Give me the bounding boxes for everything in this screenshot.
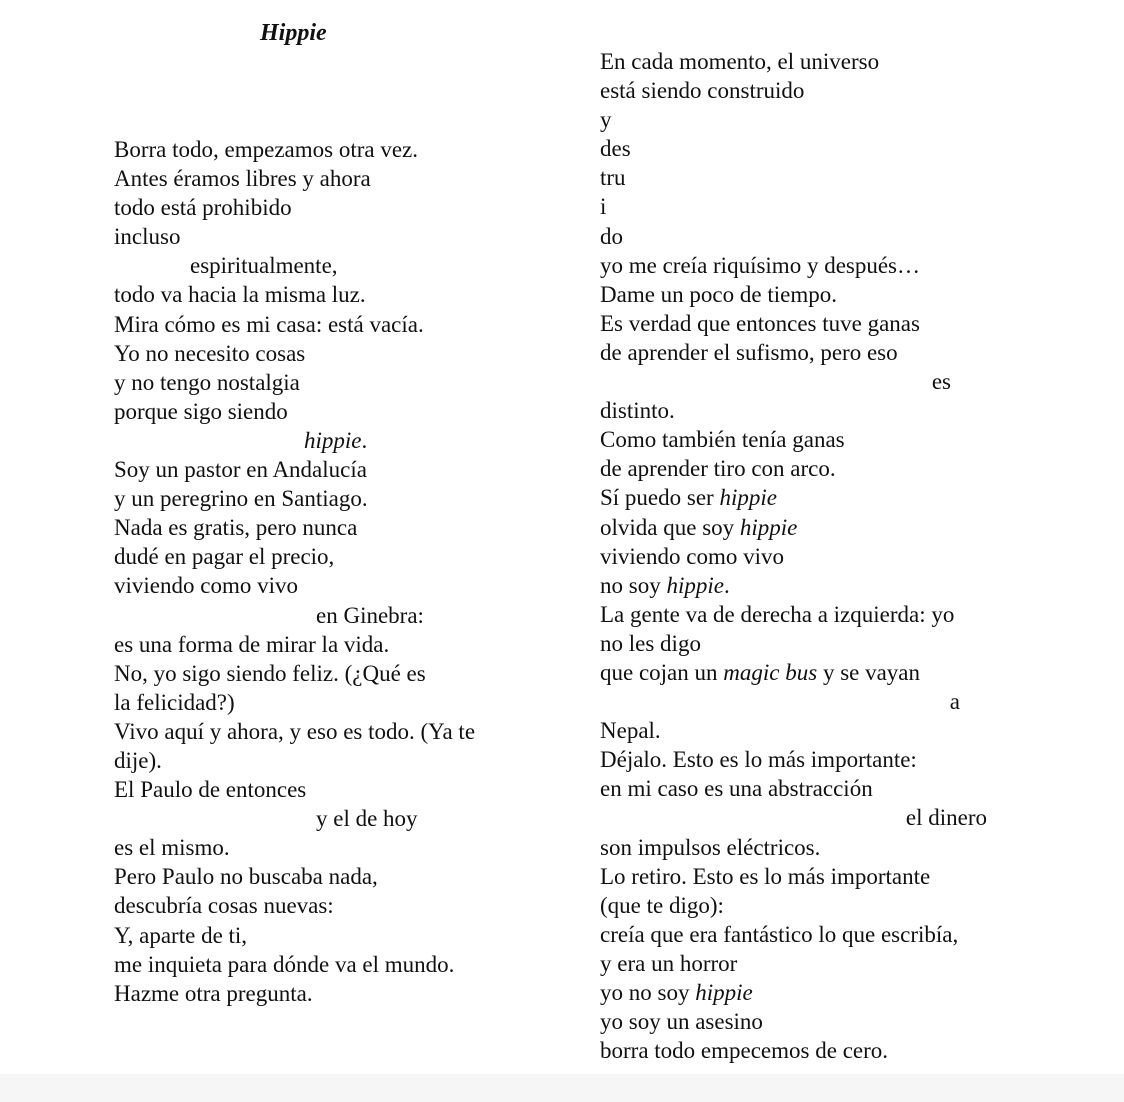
line-text: Nepal. bbox=[600, 718, 661, 744]
line-text: y bbox=[600, 107, 612, 133]
poem-line bbox=[600, 774, 1010, 803]
line-text: y era un horror bbox=[600, 950, 738, 976]
line-text: Hazme otra pregunta. bbox=[114, 980, 313, 1006]
line-text: a bbox=[949, 689, 960, 715]
poem-line bbox=[600, 571, 1010, 600]
line-text: y el de hoy bbox=[316, 806, 418, 832]
poem-line bbox=[600, 76, 1010, 105]
line-text: Antes éramos libres y ahora bbox=[114, 166, 371, 192]
line-text: viviendo como vivo bbox=[600, 543, 784, 569]
line-text: Pero Paulo no buscaba nada, bbox=[114, 864, 378, 890]
line-text: es el mismo. bbox=[114, 835, 230, 861]
italic-text: hippie bbox=[666, 572, 724, 598]
line-text: Yo no necesito cosas bbox=[114, 340, 306, 366]
poem-line bbox=[600, 629, 1010, 658]
poem-line bbox=[114, 717, 534, 746]
line-text: i bbox=[600, 194, 607, 220]
poem-line bbox=[600, 367, 1010, 396]
line-text: Sí puedo ser bbox=[600, 485, 720, 511]
poem-line bbox=[114, 601, 534, 630]
poem-line bbox=[114, 251, 534, 280]
poem-line bbox=[114, 659, 534, 688]
line-text: no les digo bbox=[600, 630, 701, 656]
line-text: . bbox=[361, 427, 368, 453]
poem-line bbox=[114, 426, 534, 455]
line-text: dudé en pagar el precio, bbox=[114, 544, 335, 570]
line-text: y se vayan bbox=[817, 659, 921, 685]
poem-line bbox=[600, 309, 1010, 338]
line-text: Es verdad que entonces tuve ganas bbox=[600, 310, 920, 336]
poem-line bbox=[600, 192, 1010, 221]
poem-line bbox=[600, 833, 1010, 862]
poem-line bbox=[114, 222, 534, 251]
line-text: en Ginebra: bbox=[316, 602, 424, 628]
line-text: dije). bbox=[114, 747, 162, 773]
line-text: la felicidad?) bbox=[114, 689, 235, 715]
line-text: está siendo construido bbox=[600, 78, 805, 104]
line-text: tru bbox=[600, 165, 626, 191]
poem-line bbox=[114, 135, 534, 164]
poem-line bbox=[114, 455, 534, 484]
poem-line bbox=[600, 338, 1010, 367]
line-text: Mira cómo es mi casa: está vacía. bbox=[114, 311, 424, 337]
line-text: Borra todo, empezamos otra vez. bbox=[114, 137, 418, 162]
poem-line bbox=[114, 397, 534, 426]
line-text: El Paulo de entonces bbox=[114, 777, 307, 803]
line-text: descubría cosas nuevas: bbox=[114, 893, 334, 919]
poem-line bbox=[600, 47, 1010, 76]
poem-right-column bbox=[600, 47, 1010, 1065]
line-text: Soy un pastor en Andalucía bbox=[114, 457, 367, 483]
poem-line bbox=[600, 716, 1010, 745]
poem-line bbox=[600, 222, 1010, 251]
poem-line bbox=[114, 368, 534, 397]
line-text: viviendo como vivo bbox=[114, 573, 298, 599]
line-text: No, yo sigo siendo feliz. (¿Qué es bbox=[114, 660, 426, 686]
line-text: (que te digo): bbox=[600, 892, 724, 918]
italic-text: magic bus bbox=[723, 659, 818, 685]
line-text: porque sigo siendo bbox=[114, 398, 288, 424]
poem-line bbox=[114, 804, 534, 833]
poem-line bbox=[600, 163, 1010, 192]
poem-line bbox=[114, 193, 534, 222]
italic-text: hippie bbox=[695, 980, 753, 1005]
line-text: distinto. bbox=[600, 398, 675, 424]
poem-title: Hippie bbox=[260, 20, 327, 46]
line-text: yo me creía riquísimo y después… bbox=[600, 252, 921, 278]
poem-line bbox=[600, 1036, 1010, 1065]
poem-line bbox=[600, 513, 1010, 542]
line-text: el dinero bbox=[905, 805, 987, 831]
line-text: son impulsos eléctricos. bbox=[600, 834, 821, 860]
poem-line bbox=[600, 105, 1010, 134]
poem-line bbox=[600, 425, 1010, 454]
italic-text: hippie bbox=[304, 427, 362, 453]
poem-line bbox=[600, 542, 1010, 571]
line-text: Dame un poco de tiempo. bbox=[600, 281, 837, 307]
poem-left-column bbox=[114, 135, 534, 1008]
line-text: todo está prohibido bbox=[114, 195, 292, 221]
line-text: . bbox=[723, 572, 730, 598]
line-text: borra todo empecemos de cero. bbox=[600, 1038, 889, 1064]
poem-line bbox=[600, 251, 1010, 280]
italic-text: hippie bbox=[739, 514, 798, 540]
poem-line bbox=[114, 310, 534, 339]
line-text: me inquieta para dónde va el mundo. bbox=[114, 951, 455, 977]
line-text: Vivo aquí y ahora, y eso es todo. (Ya te bbox=[114, 718, 476, 744]
poem-line bbox=[600, 454, 1010, 483]
poem-line bbox=[600, 1007, 1010, 1036]
poem-line bbox=[114, 339, 534, 368]
poem-line bbox=[600, 803, 1010, 832]
poem-line bbox=[600, 658, 1010, 687]
poem-line bbox=[114, 862, 534, 891]
poem-line bbox=[600, 891, 1010, 920]
line-text: espiritualmente, bbox=[190, 253, 338, 279]
line-text: creía que era fantástico lo que escribía, bbox=[600, 921, 959, 947]
poem-line bbox=[600, 862, 1010, 891]
line-text: es una forma de mirar la vida. bbox=[114, 631, 390, 657]
poem-line bbox=[114, 921, 534, 950]
line-text: Lo retiro. Esto es lo más importante bbox=[600, 863, 931, 889]
line-text: es bbox=[931, 369, 951, 395]
poem-line bbox=[114, 630, 534, 659]
poem-line bbox=[600, 687, 1010, 716]
poem-line bbox=[114, 513, 534, 542]
poem-line bbox=[114, 484, 534, 513]
poem-line bbox=[114, 775, 534, 804]
line-text: y no tengo nostalgia bbox=[114, 369, 300, 395]
line-text: y un peregrino en Santiago. bbox=[114, 486, 368, 512]
poem-line bbox=[114, 571, 534, 600]
poem-line bbox=[114, 164, 534, 193]
line-text: incluso bbox=[114, 224, 181, 250]
line-text: Déjalo. Esto es lo más importante: bbox=[600, 747, 917, 773]
poem-line bbox=[114, 542, 534, 571]
poem-line bbox=[600, 600, 1010, 629]
line-text: En cada momento, el universo bbox=[600, 49, 880, 74]
line-text: todo va hacia la misma luz. bbox=[114, 282, 366, 308]
poem-line bbox=[600, 745, 1010, 774]
poem-line bbox=[600, 483, 1010, 512]
line-text: yo no soy bbox=[600, 980, 696, 1005]
line-text: en mi caso es una abstracción bbox=[600, 776, 873, 802]
line-text: Nada es gratis, pero nunca bbox=[114, 515, 358, 541]
poem-line bbox=[600, 134, 1010, 163]
page-bottom-edge bbox=[0, 1074, 1124, 1102]
line-text: de aprender el sufismo, pero eso bbox=[600, 339, 898, 365]
line-text: des bbox=[600, 136, 631, 162]
poem-line bbox=[114, 833, 534, 862]
line-text: que cojan un bbox=[600, 659, 724, 685]
line-text: no soy bbox=[600, 572, 667, 598]
poem-line bbox=[114, 280, 534, 309]
poem-line bbox=[114, 688, 534, 717]
poem-line bbox=[114, 979, 534, 1008]
poem-line bbox=[114, 746, 534, 775]
italic-text: hippie bbox=[719, 485, 777, 511]
line-text: Como también tenía ganas bbox=[600, 427, 845, 453]
line-text: yo soy un asesino bbox=[600, 1009, 763, 1035]
line-text: olvida que soy bbox=[600, 514, 740, 540]
poem-line bbox=[114, 891, 534, 920]
poem-line bbox=[600, 396, 1010, 425]
poem-line bbox=[600, 978, 1010, 1007]
poem-line bbox=[600, 949, 1010, 978]
line-text: de aprender tiro con arco. bbox=[600, 456, 836, 482]
line-text: Y, aparte de ti, bbox=[114, 922, 248, 948]
line-text: do bbox=[600, 223, 623, 249]
line-text: La gente va de derecha a izquierda: yo bbox=[600, 601, 955, 627]
poem-line bbox=[600, 280, 1010, 309]
poem-line bbox=[114, 950, 534, 979]
poem-line bbox=[600, 920, 1010, 949]
